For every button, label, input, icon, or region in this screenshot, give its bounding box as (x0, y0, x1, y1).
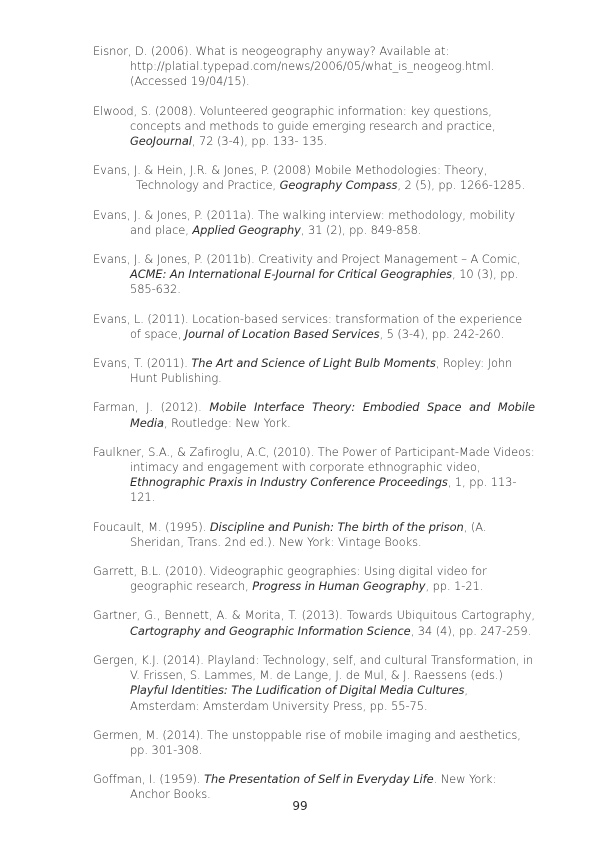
reference-text: Garrett, B.L. (2010). Videographic geographies: Using digital video for geographic research, (93, 564, 487, 594)
reference-entry (93, 400, 535, 430)
reference-text: Evans, T. (2011). (93, 356, 192, 371)
reference-title: Journal of Location Based Services (184, 326, 380, 341)
reference-list (93, 44, 535, 817)
reference-title: Mobile Interface Theory: Embodied Space and Mobile Media (130, 400, 535, 430)
reference-text: Farman, J. (2012). (93, 400, 210, 415)
reference-title: GeoJournal (130, 134, 192, 149)
reference-text: , Routledge: New York. (163, 415, 291, 430)
reference-text: , 1, pp. 113-121. (130, 475, 517, 505)
reference-entry (93, 653, 535, 714)
reference-text: , 72 (3-4), pp. 133- 135. (191, 134, 328, 149)
reference-text: , Ropley: John Hunt Publishing. (130, 356, 513, 386)
reference-title: Discipline and Punish: The birth of the prison (209, 519, 464, 534)
reference-text: , 2 (5), pp. 1266-1285. (397, 178, 526, 193)
reference-text: Goffman, I. (1959). (93, 772, 205, 787)
reference-title: Geography Compass (279, 178, 398, 193)
reference-entry (93, 728, 535, 758)
reference-title: ACME: An International E-Journal for Critical Geographies (130, 267, 453, 282)
reference-text: Germen, M. (2014). The unstoppable rise of mobile imaging and aesthetics, pp. 301-308. (93, 727, 521, 757)
reference-entry (93, 163, 535, 193)
reference-text: Gartner, G., Bennett, A. & Morita, T. (2013). Towards Ubiquitous Cartography, (93, 608, 535, 623)
reference-text: , Amsterdam: Amsterdam University Press, pp. 55-75. (130, 683, 468, 713)
reference-title: Ethnographic Praxis in Industry Conference Proceedings (130, 475, 448, 490)
reference-title: The Art and Science of Light Bulb Moments (191, 356, 436, 371)
reference-text: , 31 (2), pp. 849-858. (300, 222, 422, 237)
reference-title: The Presentation of Self in Everyday Life (204, 772, 434, 787)
reference-text: Elwood, S. (2008). Volunteered geographic information: key questions, concepts and methods to guide emerging research and practice, (93, 103, 496, 133)
reference-entry (93, 608, 535, 638)
reference-text: Faulkner, S.A., & Zafiroglu, A.C, (2010). The Power of Participant-Made Videos: intimacy and engagement with corporate ethnographic video, (93, 444, 535, 475)
reference-text: Evans, J. & Jones, P. (2011a). The walking interview: methodology, mobility and place, (93, 207, 516, 237)
reference-entry (93, 44, 535, 90)
reference-entry (93, 520, 535, 550)
reference-text: , 5 (3-4), pp. 242-260. (379, 326, 505, 341)
reference-text: , 34 (4), pp. 247-259. (410, 623, 532, 638)
reference-text: Gergen, K.J. (2014). Playland: Technology, self, and cultural Transformation, in V. Frissen, S. Lammes, M. de Lange, J. de Mul, & J. Raessens (eds.) (93, 652, 534, 683)
page-number: 99 (292, 799, 308, 813)
reference-text: Foucault, M. (1995). (93, 519, 210, 534)
reference-text: , pp. 1-21. (425, 579, 484, 594)
reference-title: Applied Geography (192, 222, 301, 237)
reference-text: Evans, J. & Hein, J.R. & Jones, P. (2008) Mobile Methodologies: Theory, Technology and Practice, (93, 163, 488, 193)
reference-entry (93, 208, 535, 238)
reference-entry (93, 252, 535, 298)
reference-title: Cartography and Geographic Information Science (130, 623, 411, 638)
reference-text: Eisnor, D. (2006). What is neogeography anyway? Available at: http://platial.typepad.com/news/2006/05/what_is_neogeog.html. (Accessed 19/04/15). (93, 44, 495, 89)
reference-title: Playful Identities: The Ludification of Digital Media Cultures (130, 683, 465, 698)
reference-entry (93, 312, 535, 342)
reference-text: Evans, L. (2011). Location-based services: transformation of the experience of space, (93, 311, 523, 341)
reference-entry (93, 772, 535, 802)
reference-text: , 10 (3), pp. 585-632. (130, 267, 519, 297)
reference-entry (93, 356, 535, 386)
reference-title: Progress in Human Geography (252, 579, 426, 594)
reference-text: , (A. Sheridan, Trans. 2nd ed.). New York: Vintage Books. (130, 519, 487, 549)
reference-entry (93, 104, 535, 150)
reference-entry (93, 564, 535, 594)
reference-text: Evans, J. & Jones, P. (2011b). Creativity and Project Management – A Comic, (93, 252, 521, 267)
reference-text: . New York: Anchor Books. (130, 772, 497, 802)
reference-entry (93, 445, 535, 506)
